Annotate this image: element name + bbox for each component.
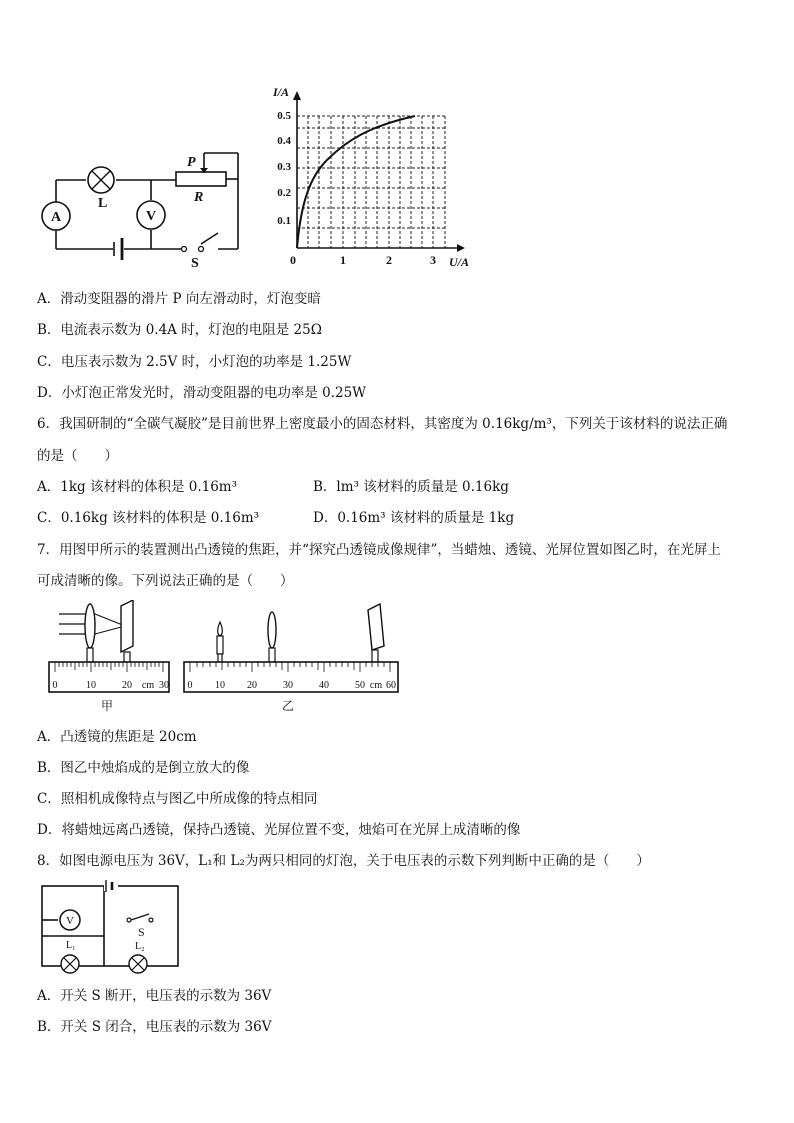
q7-stem-line-2: 可成清晰的像。下列说法正确的是（ ） xyxy=(37,573,294,589)
y-tick: 0.4 xyxy=(277,135,291,147)
q7-figure-jia xyxy=(45,600,175,715)
svg-text:cm: cm xyxy=(369,680,383,691)
convex-lens-icon xyxy=(268,612,276,648)
fig-jia-caption: 甲 xyxy=(100,699,114,713)
screen-icon xyxy=(368,604,384,650)
svg-text:10: 10 xyxy=(215,680,225,691)
lamp2-label: L₂ xyxy=(135,941,145,952)
svg-text:V: V xyxy=(145,209,157,224)
svg-text:V: V xyxy=(66,915,74,927)
q5-circuit-diagram xyxy=(36,145,246,270)
q6-option-b: B．lm³ 该材料的质量是 0.16kg xyxy=(313,479,509,495)
q6-option-a: A．1kg 该材料的体积是 0.16m³ xyxy=(37,479,238,495)
candle-icon xyxy=(217,622,223,662)
y-tick: 0.3 xyxy=(277,161,291,173)
q5-option-b: B．电流表示数为 0.4A 时，灯泡的电阻是 25Ω xyxy=(37,322,322,338)
svg-text:cm: cm xyxy=(141,680,155,691)
ammeter-icon xyxy=(42,202,70,230)
lamp-label: L xyxy=(98,196,108,211)
slider-label: P xyxy=(187,155,196,170)
lamp-icon xyxy=(88,167,114,193)
q6-stem-line-2: 的是（ ） xyxy=(37,448,118,464)
q7-option-a: A．凸透镜的焦距是 20cm xyxy=(37,729,197,745)
q8-option-b: B．开关 S 闭合，电压表的示数为 36V xyxy=(37,1019,272,1035)
lamp-icon xyxy=(129,955,147,973)
svg-text:50: 50 xyxy=(355,680,365,691)
q8-circuit-diagram xyxy=(36,878,186,976)
switch-label: S xyxy=(191,256,199,270)
svg-text:20: 20 xyxy=(247,680,257,691)
fig-yi-caption: 乙 xyxy=(281,699,295,713)
q7-figure-yi xyxy=(180,600,405,715)
y-tick: 0.5 xyxy=(277,110,291,122)
voltmeter-icon xyxy=(60,910,80,930)
q7-stem-line-1: 7．用图甲所示的装置测出凸透镜的焦距，并“探究凸透镜成像规律”，当蜡烛、透镜、光屏位置如图乙时，在光屏上 xyxy=(37,542,721,558)
origin-label: 0 xyxy=(290,253,296,267)
screen-icon xyxy=(121,600,133,652)
switch-label: S xyxy=(138,925,145,939)
svg-text:A: A xyxy=(50,210,62,225)
y-tick: 0.1 xyxy=(277,215,291,227)
svg-text:10: 10 xyxy=(86,680,96,691)
svg-text:30: 30 xyxy=(159,680,169,691)
voltmeter-icon xyxy=(137,201,165,229)
lamp-icon xyxy=(61,955,79,973)
x-axis-label: U/A xyxy=(449,255,470,269)
x-tick: 2 xyxy=(386,253,392,267)
q5-iu-graph xyxy=(265,82,475,272)
x-tick: 3 xyxy=(430,253,436,267)
q8-stem: 8．如图电源电压为 36V，L₁和 L₂为两只相同的灯泡，关于电压表的示数下列判断中正确的是（ ） xyxy=(37,853,650,869)
lamp1-label: L₁ xyxy=(66,940,76,951)
q7-option-c: C．照相机成像特点与图乙中所成像的特点相同 xyxy=(37,791,318,807)
y-axis-label: I/A xyxy=(273,85,290,99)
svg-text:0: 0 xyxy=(187,680,193,691)
x-tick: 1 xyxy=(340,253,346,267)
q5-option-a: A．滑动变阻器的滑片 P 向左滑动时，灯泡变暗 xyxy=(37,291,321,307)
q8-option-a: A．开关 S 断开，电压表的示数为 36V xyxy=(37,988,272,1004)
svg-text:60: 60 xyxy=(386,680,396,691)
q6-option-d: D．0.16m³ 该材料的质量是 1kg xyxy=(313,510,515,526)
svg-text:30: 30 xyxy=(283,680,293,691)
y-tick: 0.2 xyxy=(277,187,291,199)
q6-option-c: C．0.16kg 该材料的体积是 0.16m³ xyxy=(37,510,260,526)
svg-text:20: 20 xyxy=(122,680,132,691)
q7-option-d: D．将蜡烛远离凸透镜，保持凸透镜、光屏位置不变，烛焰可在光屏上成清晰的像 xyxy=(37,822,521,838)
q6-stem-line-1: 6．我国研制的“全碳气凝胶”是目前世界上密度最小的固态材料，其密度为 0.16kg/m³，下列关于该材料的说法正确 xyxy=(37,416,728,432)
q5-option-c: C．电压表示数为 2.5V 时，小灯泡的功率是 1.25W xyxy=(37,354,352,370)
convex-lens-icon xyxy=(85,604,95,648)
q7-option-b: B．图乙中烛焰成的是倒立放大的像 xyxy=(37,760,250,776)
q5-option-d: D．小灯泡正常发光时，滑动变阻器的电功率是 0.25W xyxy=(37,385,367,401)
svg-text:0: 0 xyxy=(52,680,58,691)
rheostat-label: R xyxy=(194,190,204,205)
svg-text:40: 40 xyxy=(319,680,329,691)
